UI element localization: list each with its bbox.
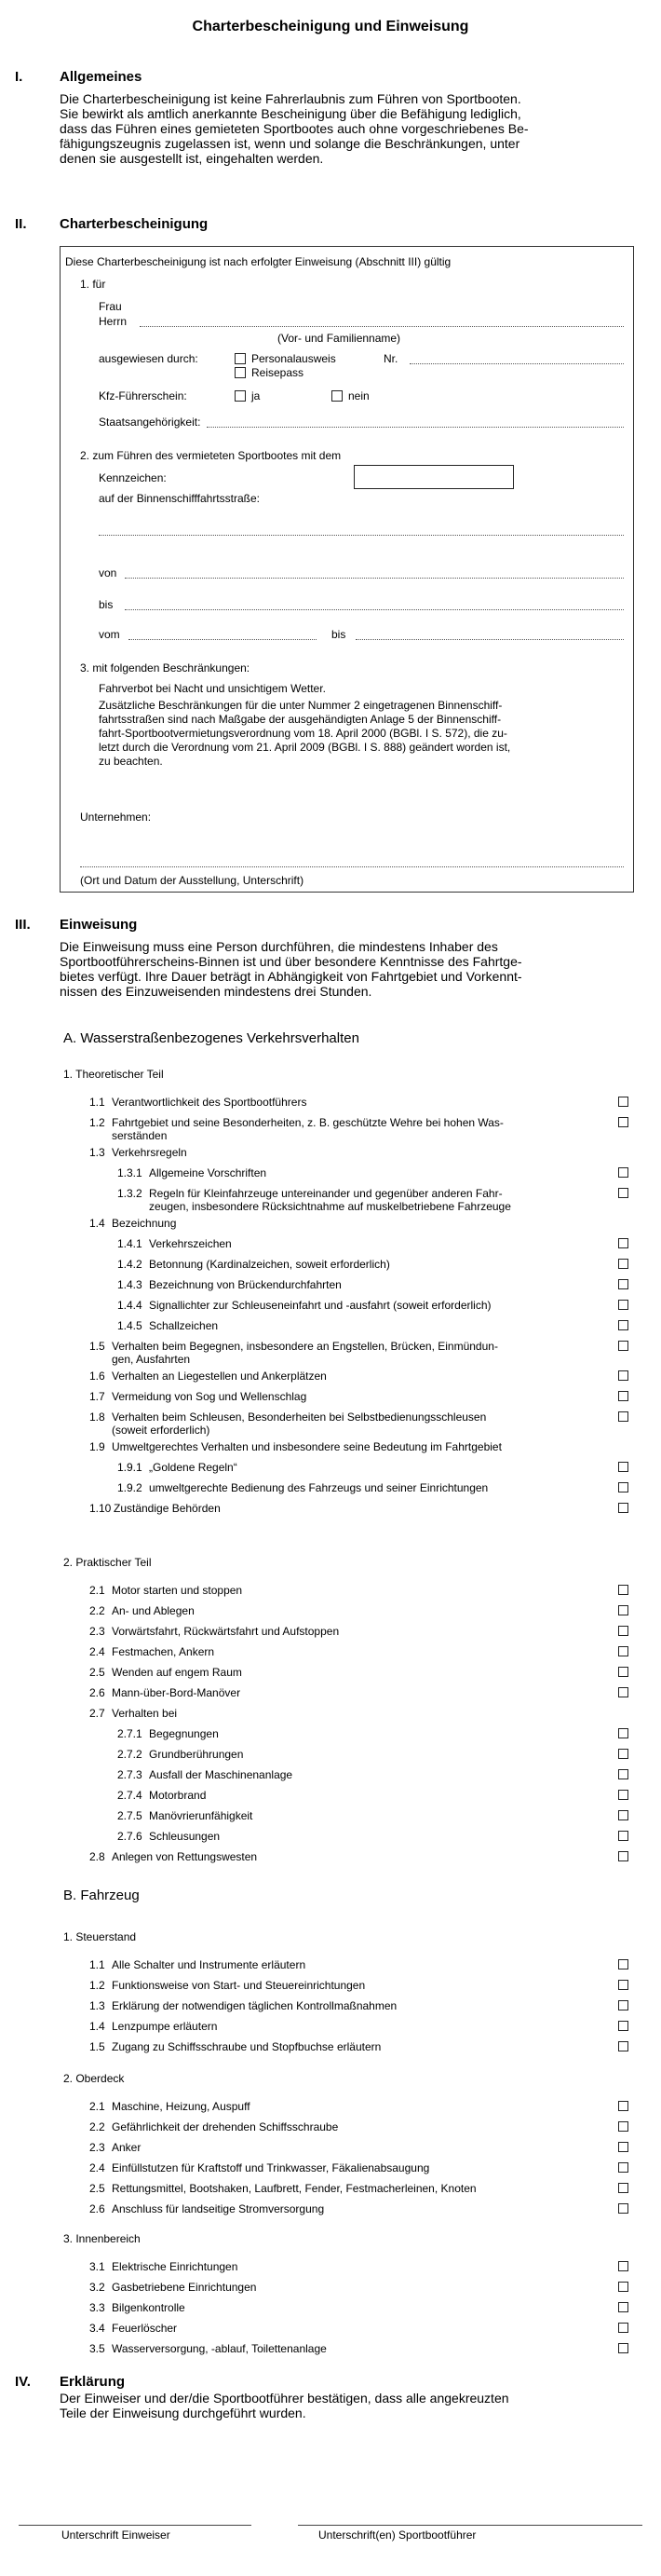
- name-caption: (Vor- und Familienname): [277, 332, 401, 345]
- erklaerung-paragraph: [60, 2391, 637, 2420]
- label-personalausweis: Personalausweis: [251, 352, 336, 365]
- checklist-checkbox[interactable]: [618, 1117, 628, 1127]
- paragraph-line: Teile der Einweisung durchgeführt wurden.: [60, 2406, 306, 2420]
- checklist-checkbox[interactable]: [618, 2302, 628, 2312]
- checklist-row: [89, 1707, 614, 1721]
- paragraph-line: Sportbootführerscheins-Binnen ist und über besondere Kenntnisse des Fahrtge-: [60, 954, 522, 969]
- item-text: Elektrische Einrichtungen: [112, 2260, 238, 2273]
- section-title: Charterbescheinigung: [60, 216, 209, 232]
- checklist-row: [89, 1502, 614, 1516]
- item-number: 2.7.5: [117, 1809, 142, 1822]
- checklist-row: [89, 2120, 614, 2134]
- checklist-row: [89, 1625, 614, 1639]
- category-theoretischer-teil: 1. Theoretischer Teil: [63, 1068, 164, 1081]
- item-number: 2.1: [89, 1584, 105, 1597]
- checklist-checkbox[interactable]: [618, 1851, 628, 1861]
- checklist-row: [89, 1850, 614, 1864]
- name-field[interactable]: [140, 326, 624, 327]
- checklist-checkbox[interactable]: [618, 1188, 628, 1198]
- item-text: Anlegen von Rettungswesten: [112, 1850, 258, 1863]
- label-unternehmen: Unternehmen:: [80, 811, 152, 824]
- section-heading-allgemeines: [15, 69, 142, 85]
- checklist-row: [89, 1666, 614, 1680]
- checklist-row: [117, 1319, 614, 1333]
- section-heading-einweisung: [15, 917, 137, 933]
- item-text: Bezeichnung von Brückendurchfahrten: [149, 1278, 342, 1291]
- section-number: II.: [15, 216, 27, 232]
- checklist-checkbox[interactable]: [618, 2041, 628, 2051]
- checklist-checkbox[interactable]: [618, 1482, 628, 1492]
- paragraph-line: Der Einweiser und der/die Sportbootführer bestätigen, dass alle angekreuzten: [60, 2391, 509, 2406]
- label-staat: Staatsangehörigkeit:: [99, 416, 201, 429]
- category-innenbereich: 3. Innenbereich: [63, 2232, 141, 2245]
- item-number: 1.7: [89, 1390, 105, 1403]
- item-number: 1.5: [89, 2040, 105, 2053]
- item-text: Lenzpumpe erläutern: [112, 2020, 218, 2033]
- checklist-row: [89, 1604, 614, 1618]
- checklist-checkbox[interactable]: [618, 2323, 628, 2333]
- item-number: 2.3: [89, 1625, 105, 1638]
- item-number: 2.4: [89, 1645, 105, 1658]
- label-herrn: Herrn: [99, 315, 128, 328]
- form-point-1: 1. für: [80, 278, 106, 291]
- item-text: Verhalten an Liegestellen und Ankerplätzen: [112, 1370, 327, 1383]
- item-text: Regeln für Kleinfahrzeuge untereinander und gegenüber anderen Fahr- zeugen, insbesondere Rücksichtnahme auf muskelbetriebene Fahrzeuge: [149, 1187, 511, 1213]
- checklist-checkbox[interactable]: [618, 1980, 628, 1990]
- checklist-checkbox[interactable]: [618, 1279, 628, 1289]
- item-number: 1.9.2: [117, 1481, 142, 1494]
- form-intro: Diese Charterbescheinigung ist nach erfolgter Einweisung (Abschnitt III) gültig: [65, 255, 452, 268]
- item-text: Manövrierunfähigkeit: [149, 1809, 253, 1822]
- checklist-row: [117, 1748, 614, 1762]
- label-kfz: Kfz-Führerschein:: [99, 389, 187, 402]
- checklist-row: [89, 1440, 614, 1454]
- item-number: 2.7.6: [117, 1830, 142, 1843]
- paragraph-line: nissen des Einzuweisenden mindestens drei Stunden.: [60, 984, 372, 999]
- item-number: 1.4.5: [117, 1319, 142, 1332]
- category-praktischer-teil: 2. Praktischer Teil: [63, 1556, 152, 1569]
- signature-field[interactable]: [80, 866, 624, 867]
- von-field[interactable]: [125, 578, 624, 579]
- checkbox-kfz-nein[interactable]: [331, 390, 343, 402]
- item-number: 1.3.2: [117, 1187, 142, 1200]
- checklist-row: [117, 1461, 614, 1475]
- item-number: 1.4: [89, 1217, 105, 1230]
- checklist-checkbox[interactable]: [618, 2203, 628, 2214]
- section-title: Einweisung: [60, 917, 138, 933]
- item-number: 3.2: [89, 2281, 105, 2294]
- subheading-a: A. Wasserstraßenbezogenes Verkehrsverhalten: [63, 1030, 359, 1046]
- item-number: 1.4: [89, 2020, 105, 2033]
- checklist-row: [117, 1809, 614, 1823]
- checklist-checkbox[interactable]: [618, 1646, 628, 1656]
- item-text: Gasbetriebene Einrichtungen: [112, 2281, 257, 2294]
- item-number: 2.2: [89, 2120, 105, 2133]
- label-nein: nein: [348, 389, 370, 402]
- form-point-3: 3. mit folgenden Beschränkungen:: [80, 661, 250, 675]
- item-text: Bezeichnung: [112, 1217, 177, 1230]
- checklist-checkbox[interactable]: [618, 1391, 628, 1401]
- item-text: „Goldene Regeln“: [149, 1461, 237, 1474]
- checklist-checkbox[interactable]: [618, 1503, 628, 1513]
- section-number: III.: [15, 917, 31, 933]
- item-number: 2.5: [89, 2182, 105, 2195]
- label-bis: bis: [99, 598, 114, 611]
- signature-label-fuehrer: Unterschrift(en) Sportbootführer: [318, 2528, 477, 2542]
- paragraph-line: bietes verfügt. Ihre Dauer beträgt in Abhängigkeit von Fahrtgebiet und Vorkennt-: [60, 969, 522, 984]
- label-ausgewiesen: ausgewiesen durch:: [99, 352, 198, 365]
- item-text: Feuerlöscher: [112, 2322, 178, 2335]
- checklist-row: [89, 1584, 614, 1598]
- label-ja: ja: [251, 389, 261, 402]
- checklist-row: [89, 2182, 614, 2196]
- label-von: von: [99, 566, 117, 579]
- paragraph-line: fähigungszeugnis zugelassen ist, wenn und solange die Beschränkungen, unter: [60, 136, 520, 151]
- item-number: 2.1: [89, 2100, 105, 2113]
- paragraph-line: denen sie ausgestellt ist, eingehalten werden.: [60, 151, 324, 166]
- paragraph-line: dass das Führen eines gemieteten Sportbootes auch ohne vorgeschriebenes Be-: [60, 121, 529, 136]
- checklist-checkbox[interactable]: [618, 1320, 628, 1330]
- checklist-checkbox[interactable]: [618, 1626, 628, 1636]
- checklist-checkbox[interactable]: [618, 2000, 628, 2010]
- signature-label-einweiser: Unterschrift Einweiser: [61, 2528, 170, 2542]
- checklist-checkbox[interactable]: [618, 1238, 628, 1248]
- document-title: Charterbescheinigung und Einweisung: [192, 19, 469, 34]
- section-title: Allgemeines: [60, 69, 142, 85]
- checklist-row: [89, 2020, 614, 2034]
- item-text: Festmachen, Ankern: [112, 1645, 215, 1658]
- item-number: 1.4.1: [117, 1237, 142, 1250]
- item-text: Gefährlichkeit der drehenden Schiffsschraube: [112, 2120, 339, 2133]
- staat-field[interactable]: [207, 427, 624, 428]
- checklist-row: [89, 2322, 614, 2336]
- einweisung-paragraph: [60, 939, 637, 999]
- checklist-checkbox[interactable]: [618, 1831, 628, 1841]
- paragraph-line: fahrt-Sportbootvermietungsverordnung vom 18. April 2000 (BGBl. I S. 572), die zu-: [99, 727, 507, 740]
- checklist-row: [117, 1166, 614, 1180]
- paragraph-line: zu beachten.: [99, 755, 163, 768]
- item-number: 2.7.4: [117, 1789, 142, 1802]
- checklist-row: [89, 1686, 614, 1700]
- checklist-row: [89, 2202, 614, 2216]
- section-number: I.: [15, 69, 23, 85]
- item-number: 1.3: [89, 1999, 105, 2012]
- zusatz-paragraph: [99, 699, 624, 769]
- item-text: Verhalten beim Schleusen, Besonderheiten bei Selbstbedienungsschleusen (soweit erforderlich): [112, 1411, 487, 1437]
- checklist-checkbox[interactable]: [618, 1790, 628, 1800]
- checklist-row: [89, 1411, 614, 1438]
- item-text: An- und Ablegen: [112, 1604, 195, 1617]
- id-number-field[interactable]: [410, 363, 624, 364]
- checklist-checkbox[interactable]: [618, 1810, 628, 1820]
- checklist-row: [89, 2040, 614, 2054]
- label-frau: Frau: [99, 300, 122, 313]
- checklist-row: [117, 1187, 614, 1215]
- item-number: 2.7.2: [117, 1748, 142, 1761]
- item-text: Verkehrszeichen: [149, 1237, 232, 1250]
- checklist-row: [117, 1768, 614, 1782]
- checklist-checkbox[interactable]: [618, 1411, 628, 1422]
- checklist-checkbox[interactable]: [618, 1585, 628, 1595]
- item-number: 3.5: [89, 2342, 105, 2355]
- label-kennzeichen: Kennzeichen:: [99, 471, 167, 484]
- checklist-checkbox[interactable]: [618, 1687, 628, 1697]
- item-number: 1.3.1: [117, 1166, 142, 1179]
- item-text: Zugang zu Schiffsschraube und Stopfbuchse erläutern: [112, 2040, 382, 2053]
- item-number: 2.6: [89, 1686, 105, 1699]
- item-text: Erklärung der notwendigen täglichen Kontrollmaßnahmen: [112, 1999, 398, 2012]
- item-number: 1.1: [89, 1958, 105, 1971]
- checklist-checkbox[interactable]: [618, 1341, 628, 1351]
- item-text: Schallzeichen: [149, 1319, 219, 1332]
- paragraph-line: Die Einweisung muss eine Person durchführen, die mindestens Inhaber des: [60, 939, 498, 954]
- checklist-checkbox[interactable]: [618, 1300, 628, 1310]
- item-number: 1.3: [89, 1146, 105, 1159]
- checklist-checkbox[interactable]: [618, 2101, 628, 2111]
- item-text: Signallichter zur Schleuseneinfahrt und -ausfahrt (soweit erforderlich): [149, 1299, 492, 1312]
- item-text: Rettungsmittel, Bootshaken, Laufbrett, Fender, Festmacherleinen, Knoten: [112, 2182, 477, 2195]
- item-text: Ausfall der Maschinenanlage: [149, 1768, 293, 1781]
- item-text: Zuständige Behörden: [114, 1502, 221, 1515]
- bis-field[interactable]: [125, 609, 624, 610]
- item-number: 2.8: [89, 1850, 105, 1863]
- item-number: 1.1: [89, 1096, 105, 1109]
- item-number: 2.5: [89, 1666, 105, 1679]
- checklist-row: [89, 1217, 614, 1231]
- item-text: Mann-über-Bord-Manöver: [112, 1686, 241, 1699]
- checklist-checkbox[interactable]: [618, 2183, 628, 2193]
- checklist-checkbox[interactable]: [618, 1605, 628, 1615]
- checklist-row: [89, 2100, 614, 2114]
- category-oberdeck: 2. Oberdeck: [63, 2072, 125, 2085]
- checklist-checkbox[interactable]: [618, 2021, 628, 2031]
- checklist-checkbox[interactable]: [618, 1667, 628, 1677]
- item-text: Verhalten beim Begegnen, insbesondere an Engstellen, Brücken, Einmündun- gen, Ausfahrten: [112, 1340, 498, 1366]
- checklist-row: [117, 1258, 614, 1272]
- checklist-row: [89, 1390, 614, 1404]
- checklist-checkbox[interactable]: [618, 1167, 628, 1178]
- item-text: Anker: [112, 2141, 142, 2154]
- checklist-row: [89, 1340, 614, 1368]
- label-vom: vom: [99, 628, 120, 641]
- item-text: Einfüllstutzen für Kraftstoff und Trinkwasser, Fäkalienabsaugung: [112, 2161, 430, 2174]
- checklist-row: [89, 2161, 614, 2175]
- checklist-checkbox[interactable]: [618, 1959, 628, 1969]
- item-text: umweltgerechte Bedienung des Fahrzeugs und seiner Einrichtungen: [149, 1481, 489, 1494]
- paragraph-line: letzt durch die Verordnung vom 21. April 2009 (BGBl. I S. 888) geändert worden ist,: [99, 741, 511, 754]
- item-text: Wasserversorgung, -ablauf, Toilettenanlage: [112, 2342, 327, 2355]
- checklist-checkbox[interactable]: [618, 1259, 628, 1269]
- checklist-checkbox[interactable]: [618, 2142, 628, 2152]
- label-bis-date: bis: [331, 628, 346, 641]
- paragraph-line: Sie bewirkt als amtlich anerkannte Bescheinigung über die Befähigung lediglich,: [60, 106, 521, 121]
- checklist-checkbox[interactable]: [618, 2343, 628, 2353]
- item-text: Anschluss für landseitige Stromversorgung: [112, 2202, 325, 2215]
- item-number: 2.2: [89, 1604, 105, 1617]
- label-reisepass: Reisepass: [251, 366, 304, 379]
- checklist-row: [117, 1789, 614, 1803]
- item-text: Funktionsweise von Start- und Steuereinrichtungen: [112, 1979, 366, 1992]
- checklist-checkbox[interactable]: [618, 1728, 628, 1738]
- checklist-row: [89, 2141, 614, 2155]
- signature-line-fuehrer[interactable]: [298, 2525, 642, 2526]
- item-text: Schleusungen: [149, 1830, 221, 1843]
- checklist-row: [117, 1481, 614, 1495]
- item-number: 1.6: [89, 1370, 105, 1383]
- item-number: 1.5: [89, 1340, 105, 1353]
- item-number: 2.7.1: [117, 1727, 142, 1740]
- item-number: 1.2: [89, 1979, 105, 1992]
- checklist-checkbox[interactable]: [618, 1097, 628, 1107]
- item-text: Vorwärtsfahrt, Rückwärtsfahrt und Aufstoppen: [112, 1625, 340, 1638]
- item-text: Bilgenkontrolle: [112, 2301, 185, 2314]
- kennzeichen-input[interactable]: [354, 465, 514, 489]
- signature-line-einweiser[interactable]: [19, 2525, 251, 2526]
- item-text: Verhalten bei: [112, 1707, 178, 1720]
- checkbox-reisepass[interactable]: [235, 367, 246, 378]
- checklist-row: [89, 1979, 614, 1993]
- checklist-row: [89, 2260, 614, 2274]
- item-text: Verantwortlichkeit des Sportbootführers: [112, 1096, 307, 1109]
- checklist-row: [89, 2301, 614, 2315]
- checklist-checkbox[interactable]: [618, 2282, 628, 2292]
- item-text: Allgemeine Vorschriften: [149, 1166, 267, 1179]
- bis-date-field[interactable]: [356, 639, 624, 640]
- item-number: 2.6: [89, 2202, 105, 2215]
- vom-date-field[interactable]: [128, 639, 317, 640]
- item-text: Motorbrand: [149, 1789, 207, 1802]
- checklist-row: [117, 1299, 614, 1313]
- section-number: IV.: [15, 2374, 31, 2390]
- label-binnen: auf der Binnenschifffahrtsstraße:: [99, 492, 260, 505]
- fahrverbot-text: Fahrverbot bei Nacht und unsichtigem Wetter.: [99, 682, 326, 695]
- checkbox-personalausweis[interactable]: [235, 353, 246, 364]
- checklist-row: [117, 1727, 614, 1741]
- checklist-checkbox[interactable]: [618, 2162, 628, 2173]
- checkbox-kfz-ja[interactable]: [235, 390, 246, 402]
- item-number: 1.4.3: [117, 1278, 142, 1291]
- item-number: 2.3: [89, 2141, 105, 2154]
- category-steuerstand: 1. Steuerstand: [63, 1930, 137, 1943]
- checklist-checkbox[interactable]: [618, 1370, 628, 1381]
- checklist-row: [89, 1958, 614, 1972]
- item-number: 1.2: [89, 1116, 105, 1129]
- checklist-checkbox[interactable]: [618, 2121, 628, 2132]
- item-text: Grundberührungen: [149, 1748, 244, 1761]
- checklist-row: [89, 1146, 614, 1160]
- checklist-row: [89, 1645, 614, 1659]
- checklist-row: [89, 2281, 614, 2295]
- item-number: 1.4.4: [117, 1299, 142, 1312]
- item-number: 1.10: [89, 1502, 112, 1515]
- paragraph-line: Die Charterbescheinigung ist keine Fahrerlaubnis zum Führen von Sportbooten.: [60, 91, 521, 106]
- item-number: 3.3: [89, 2301, 105, 2314]
- item-text: Wenden auf engem Raum: [112, 1666, 242, 1679]
- item-text: Vermeidung von Sog und Wellenschlag: [112, 1390, 307, 1403]
- checklist-row: [89, 1116, 614, 1144]
- checklist-row: [89, 1999, 614, 2013]
- checklist-row: [89, 1370, 614, 1383]
- paragraph-line: fahrtsstraßen sind nach Maßgabe der ausgehändigten Anlage 5 der Binnenschiff-: [99, 713, 502, 726]
- checklist-checkbox[interactable]: [618, 1749, 628, 1759]
- checklist-checkbox[interactable]: [618, 1462, 628, 1472]
- item-text: Motor starten und stoppen: [112, 1584, 243, 1597]
- item-text: Fahrtgebiet und seine Besonderheiten, z. B. geschützte Wehre bei hohen Was- serständen: [112, 1116, 504, 1142]
- form-point-2: 2. zum Führen des vermieteten Sportbootes mit dem: [80, 449, 342, 462]
- item-text: Maschine, Heizung, Auspuff: [112, 2100, 250, 2113]
- item-text: Umweltgerechtes Verhalten und insbesondere seine Bedeutung im Fahrtgebiet: [112, 1440, 502, 1453]
- item-number: 1.9: [89, 1440, 105, 1453]
- checklist-row: [117, 1278, 614, 1292]
- item-text: Betonnung (Kardinalzeichen, soweit erforderlich): [149, 1258, 390, 1271]
- label-nr: Nr.: [384, 352, 398, 365]
- item-number: 1.9.1: [117, 1461, 142, 1474]
- item-number: 2.7.3: [117, 1768, 142, 1781]
- checklist-row: [117, 1237, 614, 1251]
- paragraph-line: Zusätzliche Beschränkungen für die unter Nummer 2 eingetragenen Binnenschiff-: [99, 699, 503, 712]
- subheading-b: B. Fahrzeug: [63, 1888, 140, 1903]
- item-number: 3.1: [89, 2260, 105, 2273]
- item-number: 3.4: [89, 2322, 105, 2335]
- item-text: Verkehrsregeln: [112, 1146, 187, 1159]
- checklist-row: [89, 2342, 614, 2356]
- binnen-field[interactable]: [99, 535, 624, 536]
- item-number: 2.7: [89, 1707, 105, 1720]
- item-number: 1.4.2: [117, 1258, 142, 1271]
- section-title: Erklärung: [60, 2374, 126, 2390]
- checklist-checkbox[interactable]: [618, 2261, 628, 2271]
- checklist-row: [117, 1830, 614, 1844]
- item-text: Begegnungen: [149, 1727, 219, 1740]
- ort-caption: (Ort und Datum der Ausstellung, Unterschrift): [80, 874, 304, 887]
- section-heading-erklaerung: [15, 2374, 125, 2390]
- allgemeines-paragraph: [60, 91, 637, 166]
- checklist-row: [89, 1096, 614, 1110]
- checklist-checkbox[interactable]: [618, 1769, 628, 1779]
- section-heading-charterbescheinigung: [15, 216, 208, 232]
- item-number: 2.4: [89, 2161, 105, 2174]
- item-number: 1.8: [89, 1411, 105, 1424]
- item-text: Alle Schalter und Instrumente erläutern: [112, 1958, 306, 1971]
